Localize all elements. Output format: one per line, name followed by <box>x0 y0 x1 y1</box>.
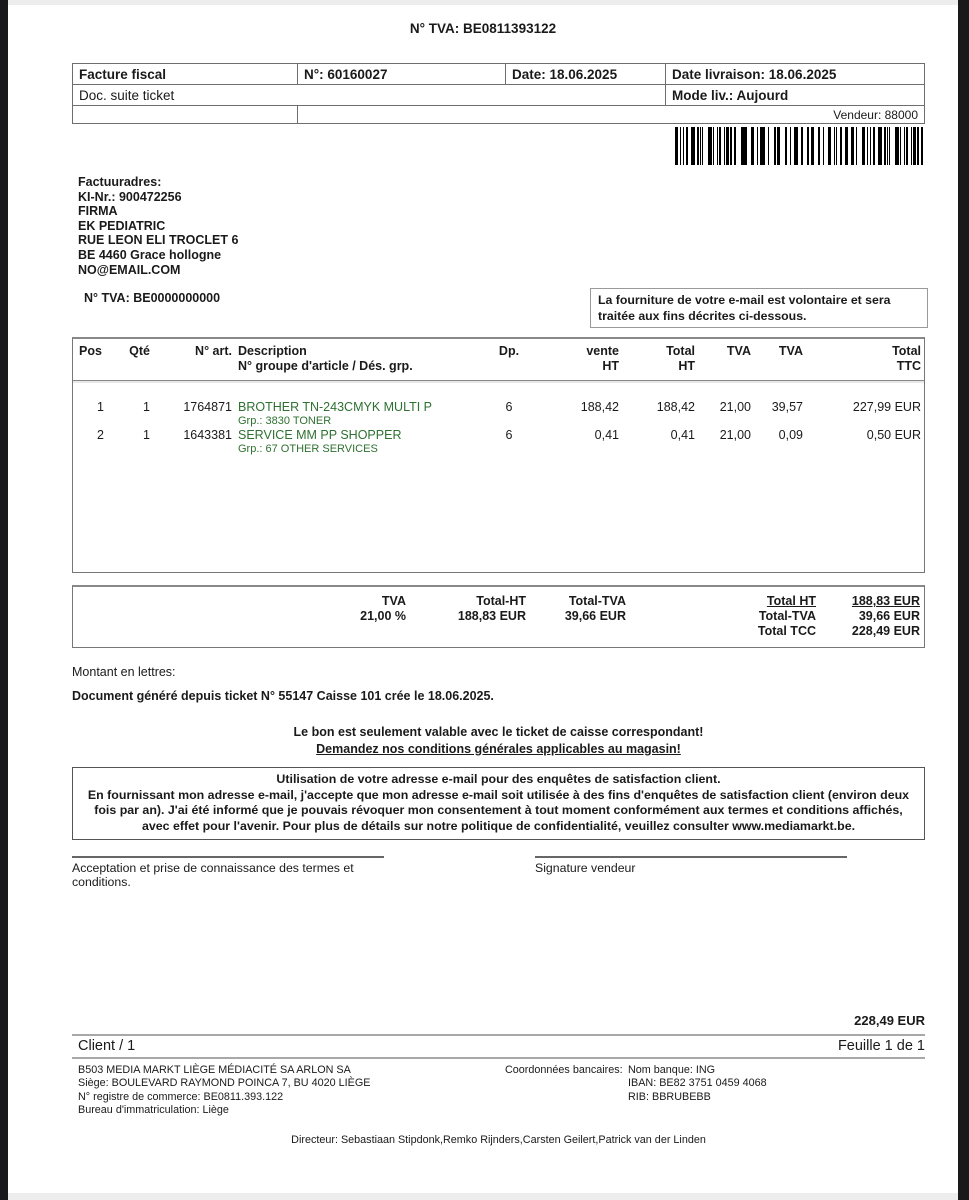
voucher-notes <box>72 724 925 757</box>
footer-commerce-register: N° registre de commerce: BE0811.393.122 <box>78 1090 284 1103</box>
item-tva-amt: 39,57 <box>771 400 803 414</box>
item-total-ttc: 227,99 EUR <box>852 400 921 414</box>
tva-rate-value: 21,00 % <box>360 609 406 623</box>
item-tva-amt: 0,09 <box>778 428 803 442</box>
col-total-ht: Total <box>666 344 695 358</box>
company-tva-number: N° TVA: BE0811393122 <box>409 21 557 36</box>
invoice-date: Date: 18.06.2025 <box>506 64 666 85</box>
bank-rib: RIB: BBRUBEBB <box>628 1090 711 1103</box>
col-total-ttc: Total <box>892 344 921 358</box>
grand-total-tva-value: 39,66 EUR <box>858 609 920 623</box>
bank-iban: IBAN: BE82 3751 0459 4068 <box>628 1077 767 1090</box>
item-total-ht: 0,41 <box>670 428 695 442</box>
col-total-ht2: HT <box>678 359 695 373</box>
doc-suite-ticket: Doc. suite ticket <box>73 85 666 106</box>
footer-company-address: Siège: BOULEVARD RAYMOND POINCA 7, BU 4020 LIÈGE <box>78 1077 371 1090</box>
item-dp: 6 <box>505 400 513 414</box>
grand-total-tcc-value: 228,49 EUR <box>851 624 920 638</box>
col-art: N° art. <box>195 344 232 358</box>
col-pos: Pos <box>79 344 102 358</box>
bank-details-label: Coordonnées bancaires: <box>505 1064 623 1076</box>
item-group-row <box>73 442 924 456</box>
generated-from-ticket-note: Document généré depuis ticket N° 55147 Caisse 101 crée le 18.06.2025. <box>72 689 494 703</box>
item-group-row <box>73 414 924 428</box>
divider <box>72 1057 925 1059</box>
doc-type: Facture fiscal <box>73 64 298 85</box>
customer-tva-number: N° TVA: BE0000000000 <box>84 291 221 306</box>
footer-registration-office: Bureau d'immatriculation: Liège <box>78 1104 229 1117</box>
header-row-1 <box>73 64 924 85</box>
grand-total-ht-label: Total HT <box>766 594 816 608</box>
col-tva-amt: TVA <box>778 344 803 358</box>
item-qty: 1 <box>143 428 150 442</box>
item-tva-pct: 21,00 <box>719 400 751 414</box>
col-qty: Qté <box>129 344 150 358</box>
billing-email: NO@EMAIL.COM <box>78 262 181 277</box>
divider <box>72 1034 925 1036</box>
billing-label: Factuuradres: <box>78 175 162 189</box>
item-vente-ht: 0,41 <box>594 428 619 442</box>
tva-rate-label: TVA <box>381 594 406 608</box>
amount-due: 228,49 EUR <box>854 1013 925 1028</box>
client-page-row <box>72 1038 925 1054</box>
item-description: BROTHER TN-243CMYK MULTI P <box>238 400 433 414</box>
empty-cell <box>73 106 298 123</box>
sheet-number: Feuille 1 de 1 <box>837 1038 925 1054</box>
footer-bank-block <box>628 1064 767 1104</box>
col-vente: vente <box>586 344 619 358</box>
client-label: Client / 1 <box>78 1038 136 1054</box>
col-dp: Dp. <box>498 344 520 358</box>
item-row <box>73 400 924 414</box>
col-tva-pct: TVA <box>726 344 751 358</box>
viewer-bottom-strip <box>8 1193 958 1200</box>
conditions-note: Demandez nos conditions générales applicables au magasin! <box>316 741 681 756</box>
billing-street: RUE LEON ELI TROCLET 6 <box>78 233 239 248</box>
delivery-mode: Mode liv.: Aujourd <box>666 85 924 106</box>
grand-total-ht-value: 188,83 EUR <box>851 594 920 608</box>
amount-in-words-label: Montant en lettres: <box>72 665 176 679</box>
item-qty: 1 <box>143 400 150 414</box>
email-usage-body: En fournissant mon adresse e-mail, j'accepte que mon adresse e-mail soit utilisée à des fins d'enquêtes de satisfaction client (environ deux fois par an). J'ai été informé que je pouvais révoquer mon consentement à tout moment conformément aux termes et conditions affichés, avec effet pour l'avenir. Pour plus de détails sur notre politique de confidentialité, veuillez consulter www.mediamarkt.be. <box>87 787 910 833</box>
billing-company: EK PEDIATRIC <box>78 218 166 233</box>
billing-firma: FIRMA <box>78 204 118 219</box>
signature-customer-label: Acceptation et prise de connaissance des termes et conditions. <box>72 861 354 889</box>
invoice-page <box>8 5 958 1193</box>
col-vente-ht: HT <box>602 359 619 373</box>
item-group: Grp.: 67 OTHER SERVICES <box>238 443 378 455</box>
delivery-date: Date livraison: 18.06.2025 <box>666 64 924 85</box>
footer-company-block <box>78 1064 370 1118</box>
total-tva-value: 39,66 EUR <box>564 609 626 623</box>
invoice-header-table <box>72 63 925 124</box>
totals-left-group <box>73 594 626 624</box>
item-total-ttc: 0,50 EUR <box>866 428 921 442</box>
directors-line: Directeur: Sebastiaan Stipdonk,Remko Rijnders,Carsten Geilert,Patrick van der Linden <box>291 1134 706 1146</box>
invoice-number: N°: 60160027 <box>298 64 506 85</box>
signature-vendor <box>535 856 847 875</box>
bank-name: Nom banque: ING <box>628 1064 716 1076</box>
col-group: N° groupe d'article / Dés. grp. <box>238 359 413 373</box>
item-dp: 6 <box>505 428 513 442</box>
total-tva-label: Total-TVA <box>568 594 626 608</box>
billing-ki-number: KI-Nr.: 900472256 <box>78 189 182 204</box>
item-row <box>73 428 924 442</box>
item-description: SERVICE MM PP SHOPPER <box>238 428 402 442</box>
total-ht-value: 188,83 EUR <box>457 609 526 623</box>
item-total-ht: 188,42 <box>656 400 695 414</box>
email-voluntary-notice: La fourniture de votre e-mail est volontaire et sera traitée aux fins décrites ci-dessous. <box>590 288 928 328</box>
items-table-header <box>73 339 924 381</box>
header-row-2 <box>73 85 924 106</box>
item-art: 1764871 <box>183 400 232 414</box>
totals-box <box>72 585 925 648</box>
signature-customer <box>72 856 384 889</box>
grand-total-tcc-label: Total TCC <box>757 624 816 638</box>
item-pos: 2 <box>97 428 104 442</box>
item-pos: 1 <box>97 400 104 414</box>
email-usage-title: Utilisation de votre adresse e-mail pour des enquêtes de satisfaction client. <box>276 772 721 786</box>
totals-right-group <box>696 594 920 639</box>
item-vente-ht: 188,42 <box>580 400 619 414</box>
col-ttc: TTC <box>896 359 921 373</box>
item-group: Grp.: 3830 TONER <box>238 415 332 427</box>
barcode <box>675 127 925 165</box>
footer-company-name: B503 MEDIA MARKT LIÈGE MÉDIACITÉ SA ARLON SA <box>78 1064 351 1076</box>
items-table <box>72 337 925 573</box>
billing-city: BE 4460 Grace hollogne <box>78 247 222 262</box>
billing-address-block <box>78 175 238 306</box>
items-table-body <box>73 381 924 456</box>
item-art: 1643381 <box>183 428 232 442</box>
voucher-valid-note: Le bon est seulement valable avec le ticket de caisse correspondant! <box>293 725 704 739</box>
email-usage-box <box>72 767 925 840</box>
vendor-number: Vendeur: 88000 <box>833 108 918 122</box>
header-row-3 <box>73 106 924 123</box>
item-tva-pct: 21,00 <box>719 428 751 442</box>
grand-total-tva-label: Total-TVA <box>758 609 816 623</box>
col-description: Description <box>238 344 307 358</box>
total-ht-label: Total-HT <box>476 594 526 608</box>
signature-vendor-label: Signature vendeur <box>535 861 636 875</box>
